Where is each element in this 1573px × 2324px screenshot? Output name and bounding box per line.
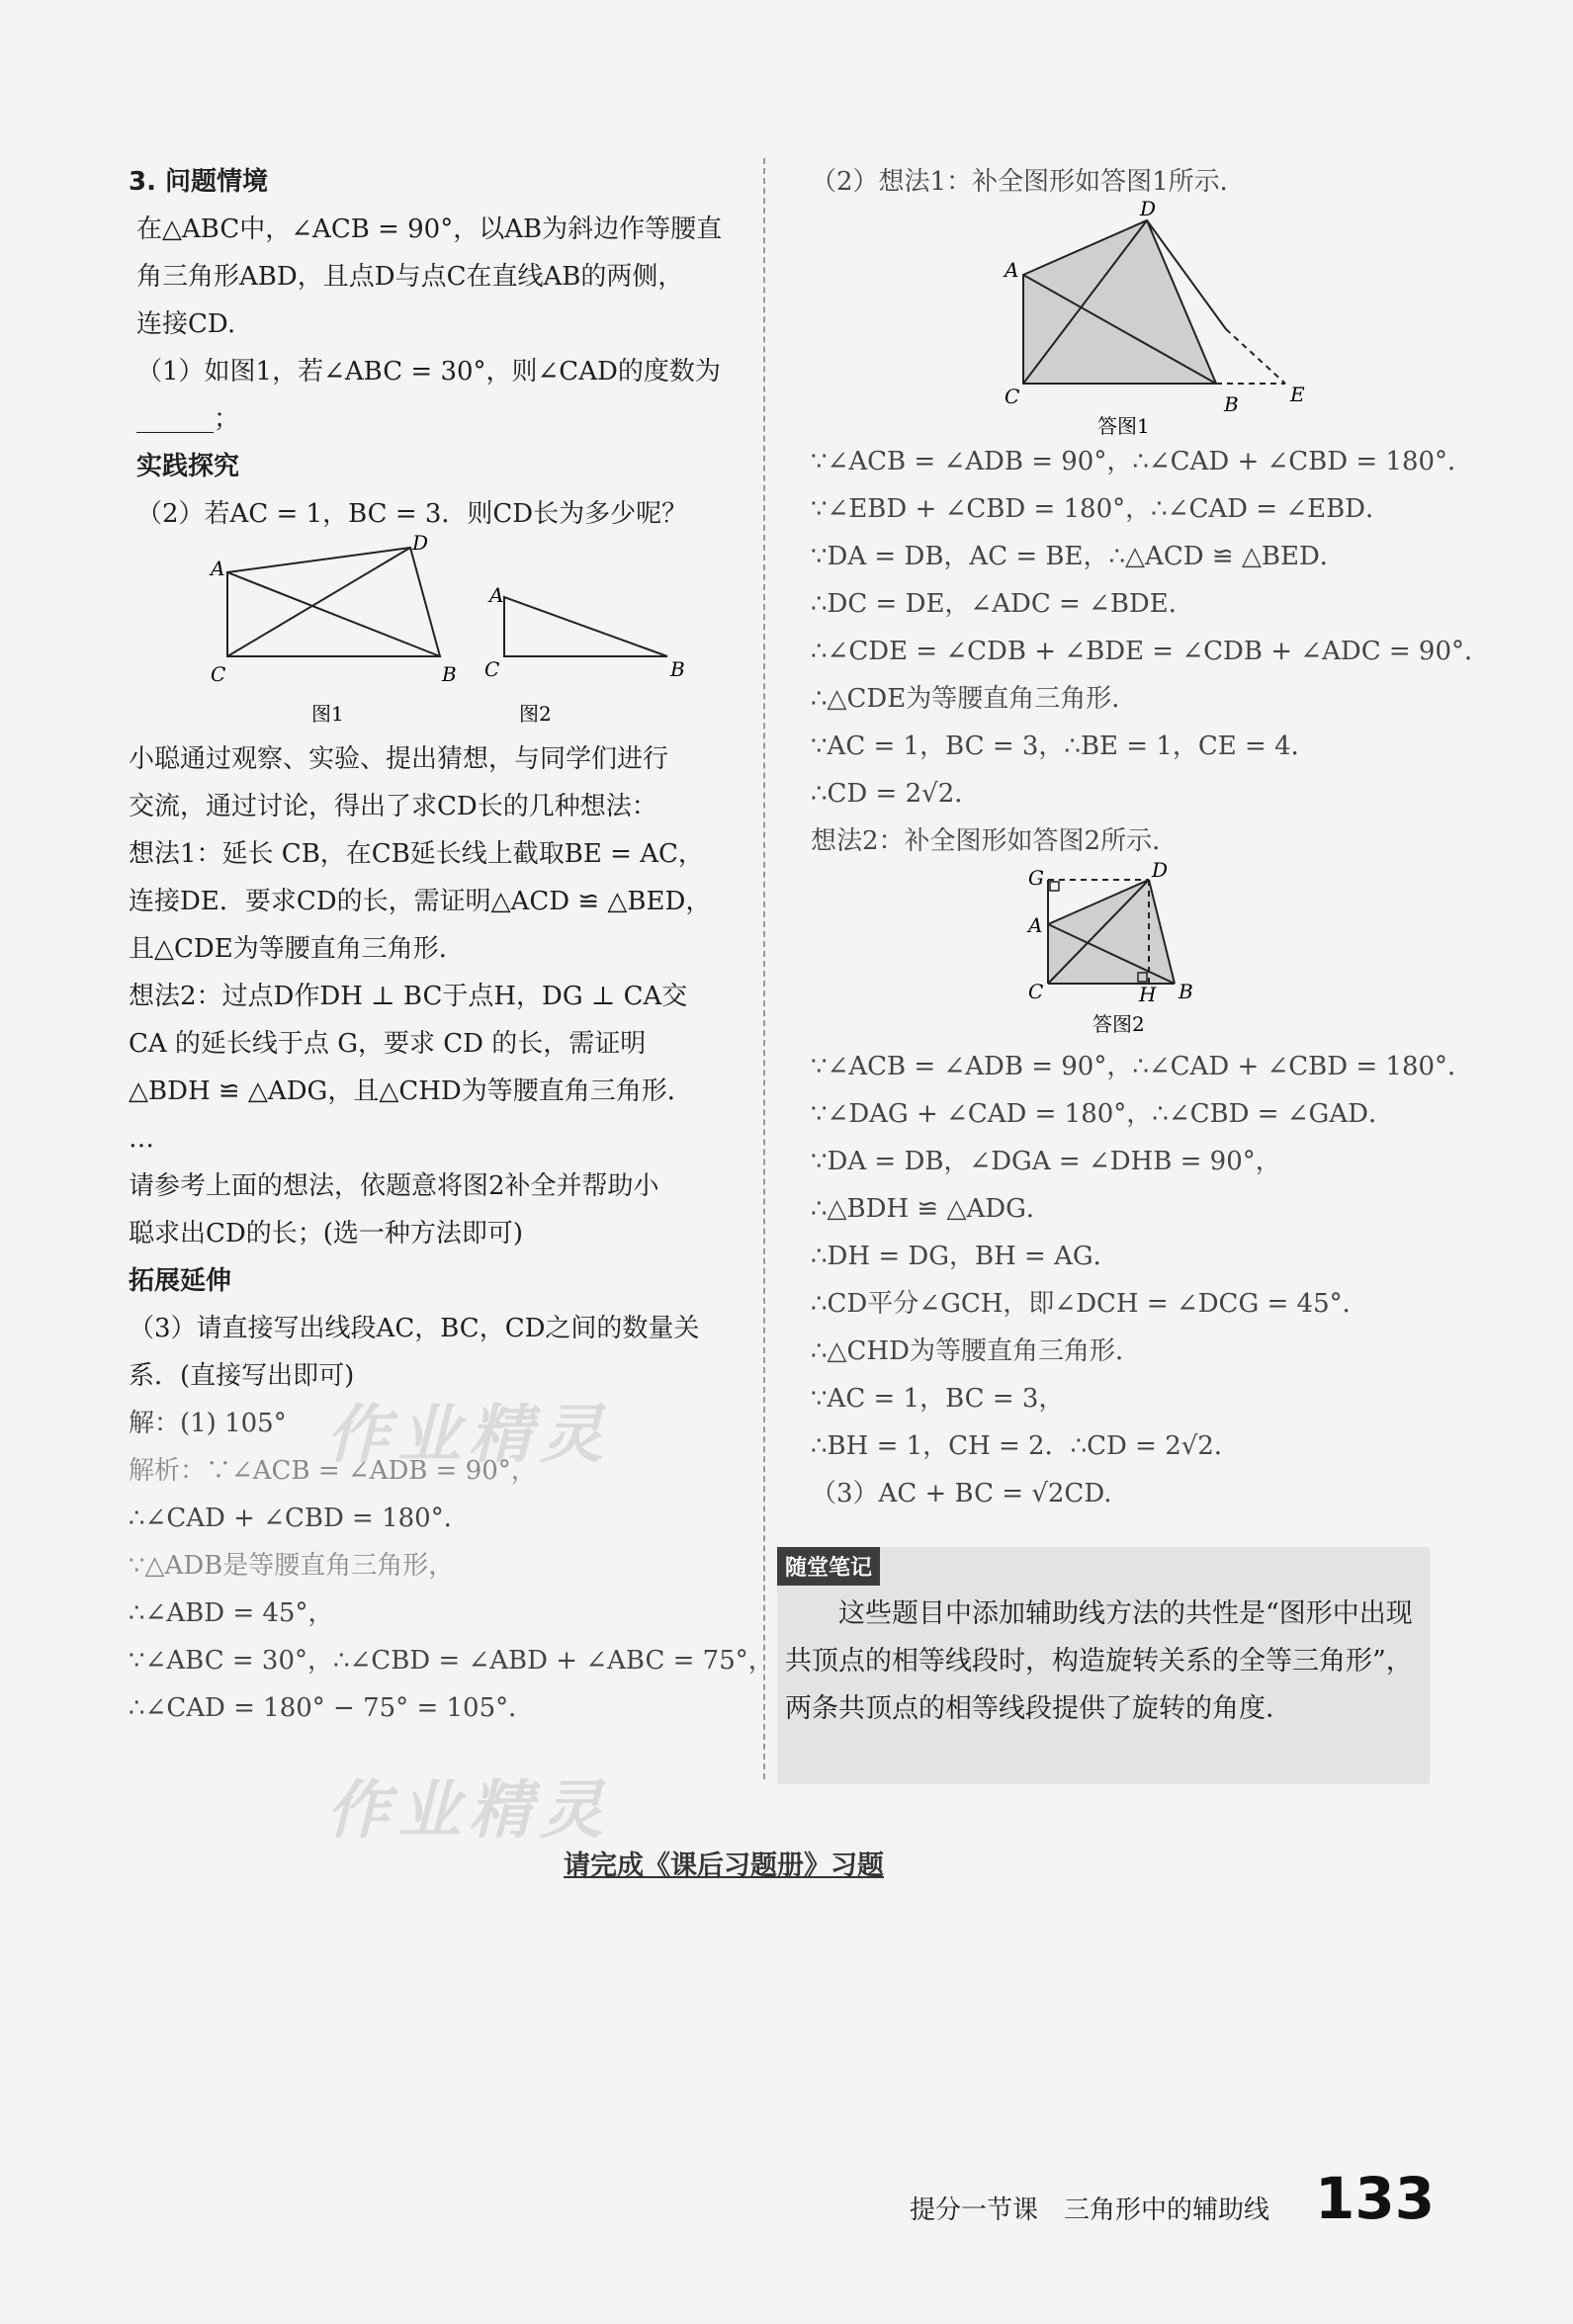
right-lines1-line: ∴CD = 2√2． <box>811 779 981 809</box>
column-divider <box>763 158 765 1779</box>
left-lines2-line: 请参考上面的想法，依题意将图2补全并帮助小 <box>129 1171 659 1201</box>
figure-2 <box>480 538 697 735</box>
ans1-label-C: C <box>1005 385 1020 408</box>
left-lines2-line: 聪求出CD的长；(选一种方法即可) <box>129 1219 524 1248</box>
fig2-label-B: B <box>670 657 685 681</box>
right-lines2-line: ∴DH = DG，BH = AG． <box>811 1242 1119 1271</box>
ans2-label-G: G <box>1028 866 1044 890</box>
right-column <box>811 158 1490 1517</box>
section-title: 提分一节课 三角形中的辅助线 <box>910 2195 1270 2225</box>
left-lines2-line: 想法2：过点D作DH ⊥ BC于点H，DG ⊥ CA交 <box>129 982 688 1011</box>
left-lines2-line: CA 的延长线于点 G，要求 CD 的长，需证明 <box>129 1029 647 1059</box>
figure-1 <box>203 531 457 735</box>
left-lines2-line: △BDH ≌ △ADG，且△CHD为等腰直角三角形． <box>129 1076 693 1106</box>
method-1-proof <box>811 438 1490 865</box>
watermark-2: 作业精灵 <box>326 1774 611 1848</box>
fig2-caption: 图2 <box>519 702 552 726</box>
right-lines1-line: ∵∠EBD + ∠CBD = 180°，∴∠CAD = ∠EBD． <box>811 494 1392 524</box>
left-lines2-line: 拓展延伸 <box>129 1266 232 1296</box>
right-lines1-line: ∴△CDE为等腰直角三角形． <box>811 684 1138 714</box>
left-lines-line: （2）若AC = 1，BC = 3．则CD长为多少呢？ <box>136 499 688 529</box>
method-1-intro: （2）想法1：补全图形如答图1所示． <box>811 167 1246 197</box>
watermark-1: 作业精灵 <box>326 1399 611 1472</box>
left-lines2-line: 小聪通过观察、实验、提出猜想，与同学们进行 <box>129 744 669 774</box>
left-lines2-line: 连接DE．要求CD的长，需证明△ACD ≌ △BED， <box>129 887 712 916</box>
left-lines-line: 角三角形ABD，且点D与点C在直线AB的两侧， <box>136 262 684 292</box>
page-number: 133 <box>1315 2165 1436 2232</box>
left-lines2-line: 交流，通过讨论，得出了求CD长的几种想法： <box>129 792 657 821</box>
left-lines2-line: ∵△ADB是等腰直角三角形， <box>129 1551 455 1581</box>
left-lines2-line: （3）请直接写出线段AC，BC，CD之间的数量关 <box>129 1314 700 1343</box>
left-lines-line: 实践探究 <box>136 452 240 481</box>
ans1-label-D: D <box>1140 197 1157 220</box>
notes-tag: 随堂笔记 <box>777 1547 880 1586</box>
left-lines2-line: ∴∠CAD + ∠CBD = 180°． <box>129 1504 470 1533</box>
right-lines1-line: ∴DC = DE，∠ADC = ∠BDE． <box>811 589 1194 619</box>
left-lines2-line: ∴∠ABD = 45°， <box>129 1598 334 1628</box>
ans1-caption: 答图1 <box>1097 414 1150 438</box>
ans2-label-B: B <box>1179 980 1193 1003</box>
left-lines2-line: ∴∠CAD = 180° − 75° = 105°． <box>129 1693 535 1723</box>
answer-figure-2 <box>811 858 1443 1043</box>
left-lines-line: ______； <box>136 404 240 434</box>
right-lines2-line: ∵∠DAG + ∠CAD = 180°，∴∠CBD = ∠GAD． <box>811 1099 1394 1129</box>
ans2-label-D: D <box>1152 858 1169 882</box>
fig1-label-A: A <box>211 557 225 580</box>
right-lines2-line: ∴BH = 1，CH = 2．∴CD = 2√2． <box>811 1431 1240 1461</box>
right-lines1-line: ∵DA = DB，AC = BE，∴△ACD ≌ △BED． <box>811 542 1346 571</box>
left-lines-line: （1）如图1，若∠ABC = 30°，则∠CAD的度数为 <box>136 357 721 387</box>
left-lines2-line: 且△CDE为等腰直角三角形． <box>129 934 465 964</box>
ans2-label-C: C <box>1028 980 1044 1003</box>
ans1-label-E: E <box>1290 383 1305 406</box>
left-column <box>129 158 774 1732</box>
ans1-label-A: A <box>1005 258 1019 282</box>
right-lines2-line: ∵AC = 1，BC = 3， <box>811 1384 1065 1414</box>
fig1-caption: 图1 <box>311 702 344 726</box>
solution-text <box>129 735 774 1732</box>
method-2-proof <box>811 1043 1474 1517</box>
ans2-caption: 答图2 <box>1092 1012 1145 1036</box>
left-lines2-line: 想法1：延长 CB，在CB延长线上截取BE = AC， <box>129 839 704 869</box>
ans1-label-B: B <box>1224 392 1239 416</box>
homework-link[interactable]: 请完成《课后习题册》习题 <box>564 1851 884 1881</box>
left-lines2-line: … <box>129 1124 154 1154</box>
fig1-label-C: C <box>211 662 226 686</box>
ans2-label-H: H <box>1139 983 1157 1006</box>
figures-row <box>129 531 761 735</box>
fig2-label-A: A <box>489 583 504 607</box>
right-lines2-line: ∴△CHD为等腰直角三角形． <box>811 1336 1141 1366</box>
notes-text: 这些题目中添加辅助线方法的共性是“图形中出现共顶点的相等线段时，构造旋转关系的全等三角形”，两条共顶点的相等线段提供了旋转的角度． <box>785 1598 1413 1724</box>
left-lines2-line: ∵∠ABC = 30°，∴∠CBD = ∠ABD + ∠ABC = 75°， <box>129 1646 774 1676</box>
right-lines1-line: ∵AC = 1，BC = 3，∴BE = 1，CE = 4． <box>811 732 1317 761</box>
ans2-label-A: A <box>1028 913 1043 937</box>
left-lines-line: 3. 问题情境 <box>129 167 269 197</box>
left-lines-line: 连接CD. <box>136 309 236 339</box>
left-lines2-line: 解析：∵∠ACB = ∠ADB = 90°， <box>129 1456 537 1486</box>
problem-statement <box>129 158 761 538</box>
right-lines2-line: ∴CD平分∠GCH，即∠DCH = ∠DCG = 45°． <box>811 1289 1368 1319</box>
right-lines1-line: 想法2：补全图形如答图2所示． <box>811 826 1179 856</box>
left-lines2-line: 系．(直接写出即可) <box>129 1361 355 1391</box>
right-lines1-line: ∴∠CDE = ∠CDB + ∠BDE = ∠CDB + ∠ADC = 90°． <box>811 637 1490 666</box>
right-lines2-line: ∵∠ACB = ∠ADB = 90°，∴∠CAD + ∠CBD = 180°． <box>811 1052 1474 1081</box>
right-lines1-line: ∵∠ACB = ∠ADB = 90°，∴∠CAD + ∠CBD = 180°． <box>811 447 1474 476</box>
right-lines2-line: ∵DA = DB，∠DGA = ∠DHB = 90°， <box>811 1147 1281 1176</box>
answer-figure-1 <box>811 197 1443 438</box>
fig1-label-B: B <box>442 662 457 686</box>
left-lines2-line: 解：(1) 105° <box>129 1409 287 1438</box>
left-lines-line: 在△ABC中，∠ACB = 90°，以AB为斜边作等腰直 <box>136 215 723 244</box>
class-notes-box <box>777 1547 1430 1784</box>
right-lines2-line: （3）AC + BC = √2CD. <box>811 1479 1112 1508</box>
right-lines2-line: ∴△BDH ≌ △ADG． <box>811 1194 1052 1224</box>
fig1-label-D: D <box>412 531 429 555</box>
fig2-label-C: C <box>484 657 500 681</box>
